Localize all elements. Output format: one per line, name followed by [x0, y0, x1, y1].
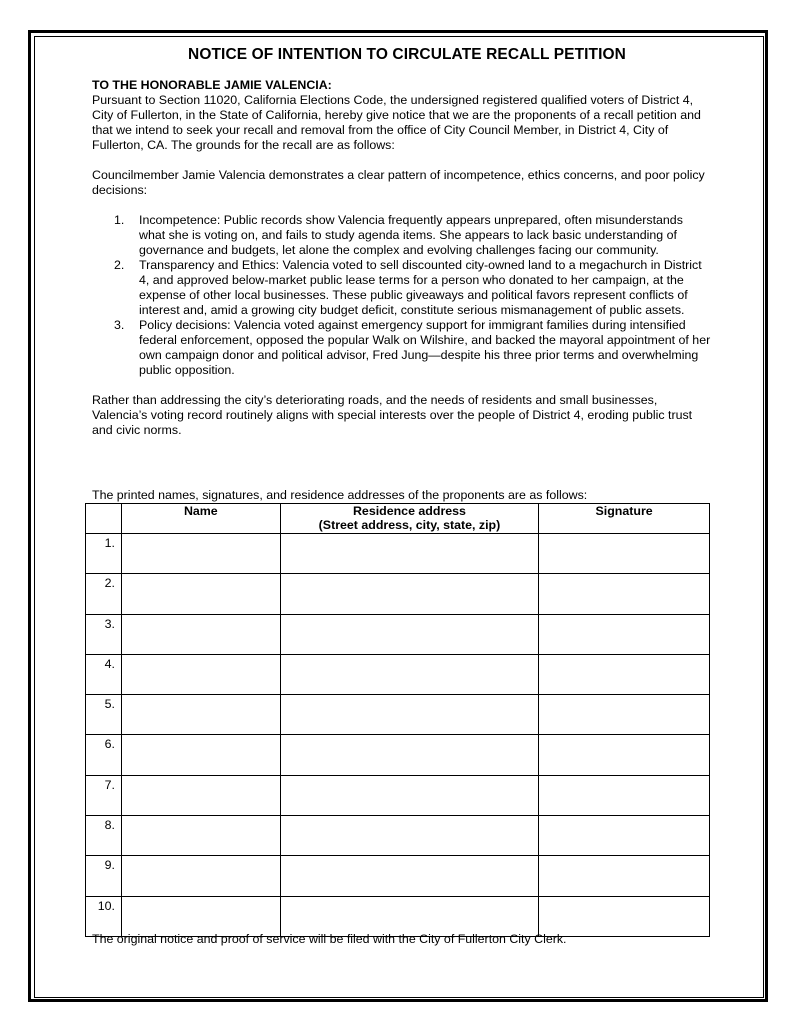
header-address-sub: (Street address, city, state, zip)	[318, 518, 501, 532]
table-row	[86, 816, 710, 856]
name-cell[interactable]	[121, 856, 280, 896]
name-cell[interactable]	[121, 775, 280, 815]
signature-cell[interactable]	[539, 735, 710, 775]
ground-item	[92, 213, 712, 258]
name-cell[interactable]	[121, 534, 280, 574]
notice-body	[92, 46, 712, 438]
document-title: NOTICE OF INTENTION TO CIRCULATE RECALL PETITION	[188, 46, 626, 63]
name-cell[interactable]	[121, 816, 280, 856]
signature-cell[interactable]	[539, 695, 710, 735]
table-row	[86, 856, 710, 896]
row-number: 4.	[86, 654, 122, 694]
footer-note: The original notice and proof of service will be filed with the City of Fullerton City Clerk.	[92, 932, 567, 946]
name-cell[interactable]	[121, 654, 280, 694]
summary-paragraph: Councilmember Jamie Valencia demonstrates a clear pattern of incompetence, ethics concerns, and poor policy decisions:	[92, 168, 705, 197]
row-number: 6.	[86, 735, 122, 775]
header-name: Name	[121, 504, 280, 534]
ground-text: Incompetence: Public records show Valencia frequently appears unprepared, often misunderstands what she is voting on, and fails to study agenda items. She appears to lack basic understanding of governance and budgets, let alone the complex and evolving challenges facing our community.	[139, 213, 683, 257]
signature-cell[interactable]	[539, 856, 710, 896]
salutation: TO THE HONORABLE JAMIE VALENCIA:	[92, 78, 332, 92]
table-row	[86, 614, 710, 654]
table-row	[86, 775, 710, 815]
intro-paragraph: Pursuant to Section 11020, California Elections Code, the undersigned registered qualified voters of District 4, City of Fullerton, in the State of California, hereby give notice that we are the proponents of a recall petition and that we intend to seek your recall and removal from the office of City Council Member, in District 4, City of Fullerton, CA. The grounds for the recall are as follows:	[92, 93, 701, 152]
grounds-list	[92, 213, 712, 378]
table-row	[86, 896, 710, 936]
row-number: 3.	[86, 614, 122, 654]
ground-number: 3.	[114, 318, 125, 332]
name-cell[interactable]	[121, 896, 280, 936]
signature-cell[interactable]	[539, 896, 710, 936]
header-address-label: Residence address	[352, 504, 466, 518]
row-number: 1.	[86, 534, 122, 574]
row-number: 9.	[86, 856, 122, 896]
address-cell[interactable]	[280, 654, 539, 694]
header-number	[86, 504, 122, 534]
address-cell[interactable]	[280, 896, 539, 936]
name-cell[interactable]	[121, 614, 280, 654]
table-header-row	[86, 504, 710, 534]
ground-item	[92, 258, 712, 318]
signature-cell[interactable]	[539, 574, 710, 614]
row-number: 2.	[86, 574, 122, 614]
header-address	[280, 504, 539, 534]
signature-cell[interactable]	[539, 654, 710, 694]
ground-item	[92, 318, 712, 378]
ground-number: 2.	[114, 258, 125, 272]
name-cell[interactable]	[121, 695, 280, 735]
table-row	[86, 574, 710, 614]
table-row	[86, 695, 710, 735]
row-number: 8.	[86, 816, 122, 856]
signature-cell[interactable]	[539, 534, 710, 574]
ground-text: Transparency and Ethics: Valencia voted to sell discounted city-owned land to a megachurch in District 4, and approved below-market public lease terms for a person who donated to her campaign, at the expense of other local businesses. These public giveaways and political favors represent conflicts of interest and, amid a growing city budget deficit, constitute serious mismanagement of public assets.	[139, 258, 702, 317]
signature-cell[interactable]	[539, 614, 710, 654]
address-cell[interactable]	[280, 695, 539, 735]
table-row	[86, 654, 710, 694]
address-cell[interactable]	[280, 775, 539, 815]
table-intro: The printed names, signatures, and residence addresses of the proponents are as follows:	[92, 488, 588, 502]
conclusion-paragraph: Rather than addressing the city’s deteriorating roads, and the needs of residents and small businesses, Valencia’s voting record routinely aligns with special interests over the people of District 4, eroding public trust and civic norms.	[92, 393, 693, 437]
ground-text: Policy decisions: Valencia voted against emergency support for immigrant families during intensified federal enforcement, opposed the popular Walk on Wilshire, and backed the mayoral appointment of her own campaign donor and political advisor, Fred Jung—despite his three prior terms and overwhelming public opposition.	[139, 318, 711, 377]
address-cell[interactable]	[280, 735, 539, 775]
name-cell[interactable]	[121, 574, 280, 614]
row-number: 5.	[86, 695, 122, 735]
row-number: 7.	[86, 775, 122, 815]
proponents-table	[85, 503, 710, 937]
address-cell[interactable]	[280, 816, 539, 856]
address-cell[interactable]	[280, 856, 539, 896]
signature-cell[interactable]	[539, 775, 710, 815]
row-number: 10.	[86, 896, 122, 936]
signature-cell[interactable]	[539, 816, 710, 856]
address-cell[interactable]	[280, 534, 539, 574]
ground-number: 1.	[114, 213, 125, 227]
header-signature: Signature	[539, 504, 710, 534]
table-row	[86, 534, 710, 574]
table-row	[86, 735, 710, 775]
name-cell[interactable]	[121, 735, 280, 775]
address-cell[interactable]	[280, 574, 539, 614]
address-cell[interactable]	[280, 614, 539, 654]
